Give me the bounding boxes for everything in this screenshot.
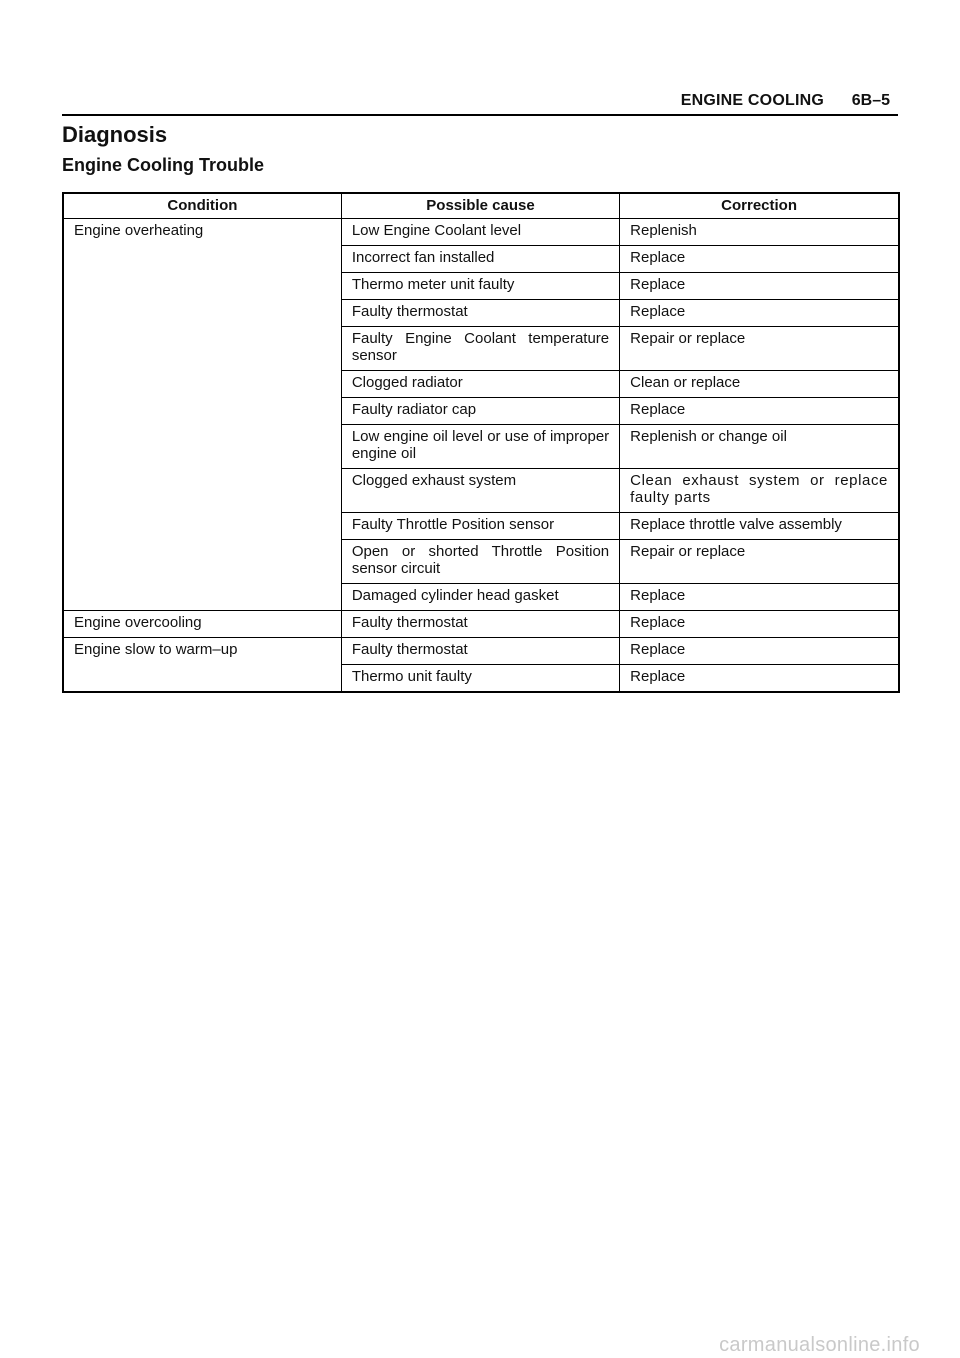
condition-cell: Engine overheating	[63, 219, 341, 611]
cause-cell: Damaged cylinder head gasket	[341, 584, 619, 611]
correction-cell: Replenish	[620, 219, 899, 246]
correction-cell: Replace	[620, 300, 899, 327]
correction-cell: Repair or replace	[620, 540, 899, 584]
cause-cell: Faulty thermostat	[341, 300, 619, 327]
section-title: ENGINE COOLING	[680, 92, 824, 109]
column-header-correction: Correction	[620, 193, 899, 219]
correction-cell: Replace	[620, 246, 899, 273]
cause-cell: Faulty thermostat	[341, 638, 619, 665]
table-body	[63, 219, 899, 693]
correction-cell: Replace	[620, 584, 899, 611]
correction-cell: Replace	[620, 665, 899, 693]
cause-cell: Faulty thermostat	[341, 611, 619, 638]
cause-cell: Clogged exhaust system	[341, 469, 619, 513]
condition-cell: Engine overcooling	[63, 611, 341, 638]
cause-cell: Incorrect fan installed	[341, 246, 619, 273]
page-number: 6B–5	[851, 92, 890, 109]
cause-cell: Thermo unit faulty	[341, 665, 619, 693]
running-header	[62, 88, 898, 116]
correction-cell: Replenish or change oil	[620, 425, 899, 469]
cause-cell: Faulty radiator cap	[341, 398, 619, 425]
table-header-row	[63, 193, 899, 219]
correction-cell: Replace	[620, 273, 899, 300]
cause-cell: Low engine oil level or use of improper engine oil	[341, 425, 619, 469]
correction-cell: Replace	[620, 611, 899, 638]
correction-cell: Replace throttle valve assembly	[620, 513, 899, 540]
correction-cell: Clean exhaust system or replace faulty parts	[620, 469, 899, 513]
condition-cell: Engine slow to warm–up	[63, 638, 341, 693]
table-row	[63, 219, 899, 246]
cause-cell: Open or shorted Throttle Position sensor circuit	[341, 540, 619, 584]
table-row	[63, 611, 899, 638]
cause-cell: Faulty Throttle Position sensor	[341, 513, 619, 540]
cause-cell: Faulty Engine Coolant temperature sensor	[341, 327, 619, 371]
column-header-condition: Condition	[63, 193, 341, 219]
cause-cell: Thermo meter unit faulty	[341, 273, 619, 300]
correction-cell: Clean or replace	[620, 371, 899, 398]
column-header-cause: Possible cause	[341, 193, 619, 219]
cause-cell: Clogged radiator	[341, 371, 619, 398]
correction-cell: Replace	[620, 398, 899, 425]
correction-cell: Replace	[620, 638, 899, 665]
diagnosis-table	[62, 192, 900, 693]
table-row	[63, 638, 899, 665]
correction-cell: Repair or replace	[620, 327, 899, 371]
cause-cell: Low Engine Coolant level	[341, 219, 619, 246]
table-title: Engine Cooling Trouble	[62, 155, 264, 175]
page-title: Diagnosis	[62, 122, 168, 147]
watermark: carmanualsonline.info	[719, 1334, 920, 1356]
